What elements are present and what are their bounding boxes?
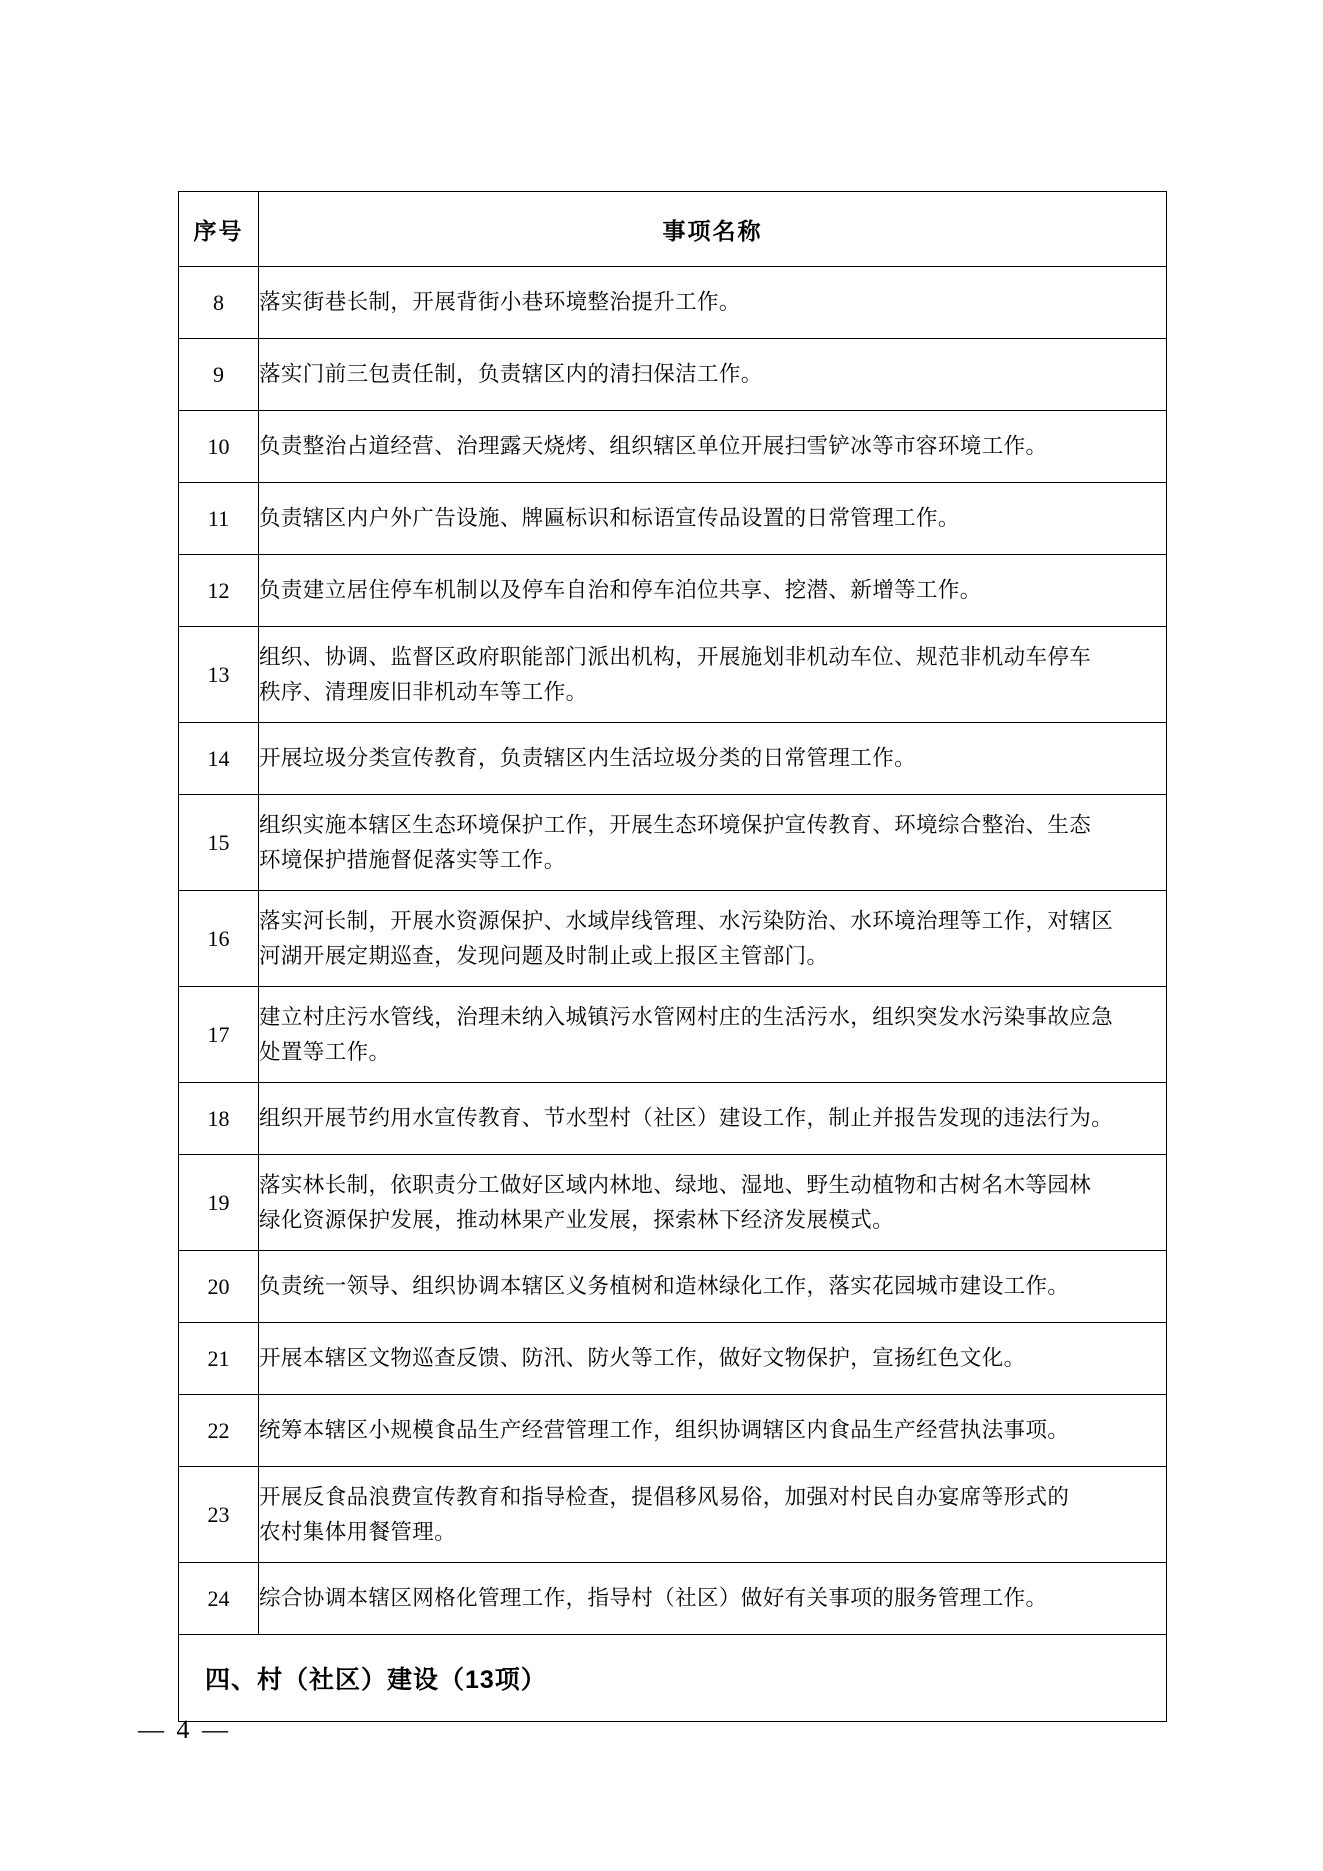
row-item-name-cell — [259, 483, 1167, 555]
item-name-line: 组织、协调、监督区政府职能部门派出机构，开展施划非机动车位、规范非机动车停车 — [259, 644, 1092, 669]
item-name-line: 负责辖区内户外广告设施、牌匾标识和标语宣传品设置的日常管理工作。 — [259, 506, 960, 531]
row-number-cell: 17 — [179, 987, 259, 1083]
table-row — [179, 987, 1167, 1083]
table-row — [179, 1155, 1167, 1251]
item-name-line: 农村集体用餐管理。 — [259, 1519, 457, 1544]
item-name-line: 组织实施本辖区生态环境保护工作，开展生态环境保护宣传教育、环境综合整治、生态 — [259, 812, 1092, 837]
table-header-row — [179, 192, 1167, 267]
item-name-line: 落实林长制，依职责分工做好区域内林地、绿地、湿地、野生动植物和古树名木等园林 — [259, 1172, 1092, 1197]
row-number-cell: 12 — [179, 555, 259, 627]
section-header-row — [179, 1635, 1167, 1722]
table-row — [179, 1395, 1167, 1467]
row-number-cell: 20 — [179, 1251, 259, 1323]
row-number-cell: 8 — [179, 267, 259, 339]
row-number-cell: 11 — [179, 483, 259, 555]
table-row — [179, 627, 1167, 723]
table-row — [179, 1563, 1167, 1635]
row-number-cell: 23 — [179, 1467, 259, 1563]
row-item-name-cell — [259, 1251, 1167, 1323]
table-row — [179, 267, 1167, 339]
row-number-cell: 14 — [179, 723, 259, 795]
row-item-name-cell — [259, 339, 1167, 411]
table-row — [179, 1083, 1167, 1155]
item-name-line: 落实街巷长制，开展背街小巷环境整治提升工作。 — [259, 290, 741, 315]
row-item-name-cell — [259, 627, 1167, 723]
row-item-name-cell — [259, 267, 1167, 339]
row-number-cell: 22 — [179, 1395, 259, 1467]
section-header-cell — [179, 1635, 1167, 1722]
row-item-name-cell — [259, 723, 1167, 795]
table-row — [179, 1467, 1167, 1563]
row-item-name-cell — [259, 795, 1167, 891]
table-row — [179, 1323, 1167, 1395]
table-row — [179, 891, 1167, 987]
item-name-line: 负责建立居住停车机制以及停车自治和停车泊位共享、挖潜、新增等工作。 — [259, 578, 982, 603]
item-name-line: 处置等工作。 — [259, 1039, 391, 1064]
row-item-name-cell — [259, 1467, 1167, 1563]
item-name-line: 负责整治占道经营、治理露天烧烤、组织辖区单位开展扫雪铲冰等市容环境工作。 — [259, 434, 1048, 459]
items-table — [178, 191, 1167, 1722]
row-number-cell: 24 — [179, 1563, 259, 1635]
column-header-number: 序号 — [179, 192, 259, 267]
row-number-cell: 18 — [179, 1083, 259, 1155]
item-name-line: 落实门前三包责任制，负责辖区内的清扫保洁工作。 — [259, 362, 763, 387]
row-item-name-cell — [259, 1083, 1167, 1155]
table-body — [179, 267, 1167, 1722]
item-name-line: 河湖开展定期巡查，发现问题及时制止或上报区主管部门。 — [259, 943, 829, 968]
item-name-line: 开展本辖区文物巡查反馈、防汛、防火等工作，做好文物保护，宣扬红色文化。 — [259, 1346, 1026, 1371]
row-number-cell: 10 — [179, 411, 259, 483]
item-name-line: 组织开展节约用水宣传教育、节水型村（社区）建设工作，制止并报告发现的违法行为。 — [259, 1106, 1114, 1131]
row-item-name-cell — [259, 1323, 1167, 1395]
row-item-name-cell — [259, 411, 1167, 483]
page-number: — 4 — — [138, 1715, 231, 1744]
row-number-cell: 13 — [179, 627, 259, 723]
row-item-name-cell — [259, 891, 1167, 987]
row-item-name-cell — [259, 1563, 1167, 1635]
item-name-line: 环境保护措施督促落实等工作。 — [259, 847, 566, 872]
item-name-line: 秩序、清理废旧非机动车等工作。 — [259, 679, 588, 704]
item-name-line: 建立村庄污水管线，治理未纳入城镇污水管网村庄的生活污水，组织突发水污染事故应急 — [259, 1004, 1114, 1029]
row-number-cell: 15 — [179, 795, 259, 891]
table-row — [179, 795, 1167, 891]
item-name-line: 开展反食品浪费宣传教育和指导检查，提倡移风易俗，加强对村民自办宴席等形式的 — [259, 1484, 1070, 1509]
row-number-cell: 16 — [179, 891, 259, 987]
item-name-line: 综合协调本辖区网格化管理工作，指导村（社区）做好有关事项的服务管理工作。 — [259, 1586, 1048, 1611]
column-header-item-name: 事项名称 — [259, 192, 1167, 267]
row-item-name-cell — [259, 1395, 1167, 1467]
row-item-name-cell — [259, 1155, 1167, 1251]
table-row — [179, 483, 1167, 555]
table-header — [179, 192, 1167, 267]
table-row — [179, 1251, 1167, 1323]
row-item-name-cell — [259, 555, 1167, 627]
section-title: 四、村（社区）建设（13项） — [205, 1666, 547, 1694]
table-row — [179, 339, 1167, 411]
table-row — [179, 411, 1167, 483]
item-name-line: 落实河长制，开展水资源保护、水域岸线管理、水污染防治、水环境治理等工作，对辖区 — [259, 908, 1114, 933]
table-row — [179, 555, 1167, 627]
row-number-cell: 21 — [179, 1323, 259, 1395]
item-name-line: 负责统一领导、组织协调本辖区义务植树和造林绿化工作，落实花园城市建设工作。 — [259, 1274, 1070, 1299]
item-name-line: 统筹本辖区小规模食品生产经营管理工作，组织协调辖区内食品生产经营执法事项。 — [259, 1418, 1070, 1443]
table-row — [179, 723, 1167, 795]
row-item-name-cell — [259, 987, 1167, 1083]
row-number-cell: 9 — [179, 339, 259, 411]
item-name-line: 开展垃圾分类宣传教育，负责辖区内生活垃圾分类的日常管理工作。 — [259, 746, 917, 771]
row-number-cell: 19 — [179, 1155, 259, 1251]
item-name-line: 绿化资源保护发展，推动林果产业发展，探索林下经济发展模式。 — [259, 1207, 895, 1232]
